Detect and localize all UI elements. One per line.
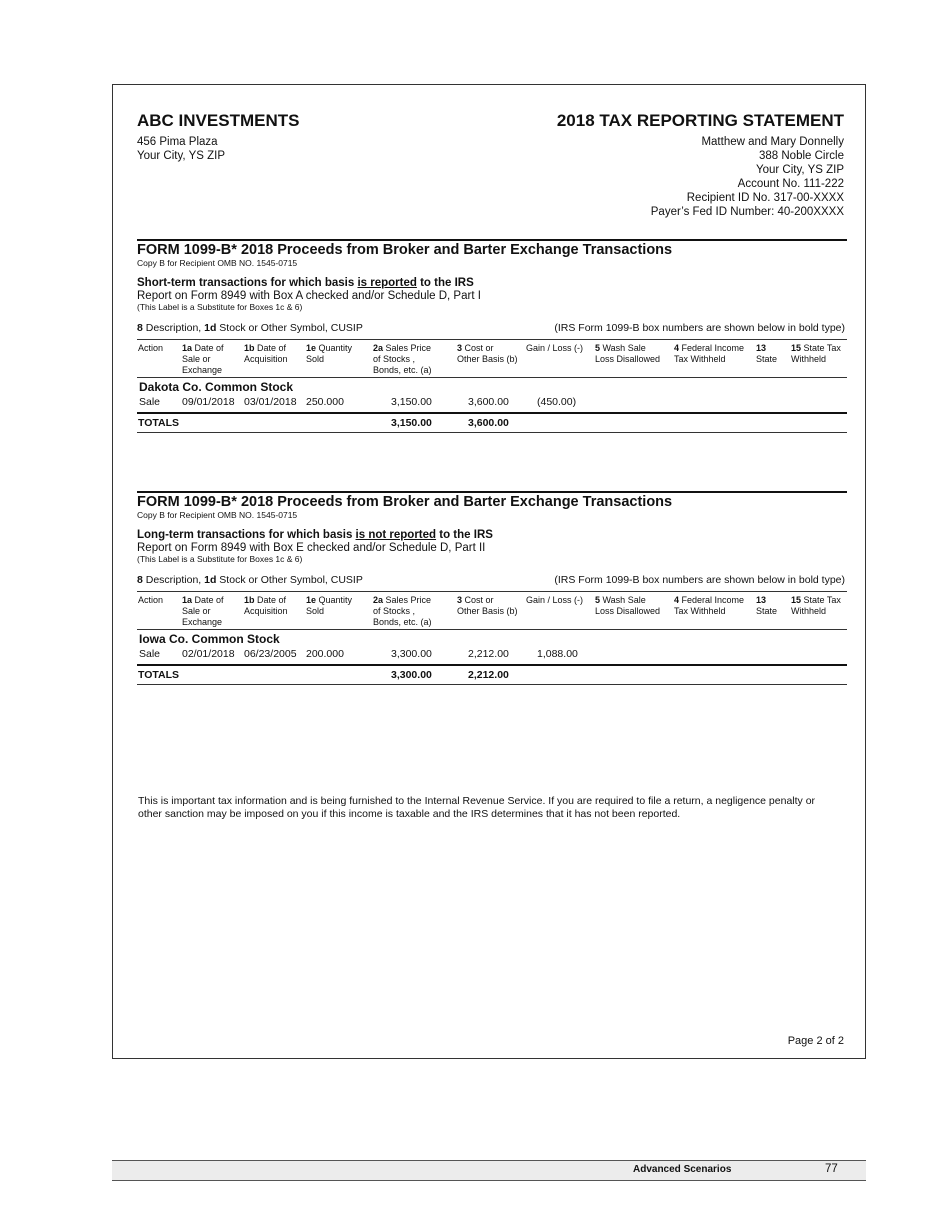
- box-number-note: (IRS Form 1099-B box numbers are shown below in bold type): [554, 322, 845, 334]
- col-acq-date: 1b Date of Acquisition: [244, 343, 288, 364]
- col-wash-sale: 5 Wash Sale Loss Disallowed: [595, 595, 661, 616]
- payer-address-line2: Your City, YS ZIP: [137, 150, 225, 162]
- payer-name: ABC INVESTMENTS: [137, 111, 300, 130]
- totals-proceeds: 3,150.00: [391, 417, 432, 429]
- basis-text: Short-term transactions for which basis: [137, 277, 358, 289]
- col-quantity: 1e Quantity Sold: [306, 343, 353, 364]
- cell-acq-date: 06/23/2005: [244, 648, 297, 660]
- col-action: Action: [138, 343, 164, 353]
- box-number-note: (IRS Form 1099-B box numbers are shown below in bold type): [554, 574, 845, 586]
- form-title: FORM 1099-B* 2018 Proceeds from Broker and Barter Exchange Transactions: [137, 242, 673, 258]
- recipient-id: Recipient ID No. 317-00-XXXX: [686, 192, 844, 204]
- account-number: Account No. 111-222: [737, 178, 844, 190]
- stock-name: Iowa Co. Common Stock: [139, 632, 280, 646]
- col-sale-date: 1a Date of Sale or Exchange: [182, 595, 224, 627]
- totals-proceeds: 3,300.00: [391, 669, 432, 681]
- recipient-street: 388 Noble Circle: [758, 150, 844, 162]
- irs-notice: This is important tax information and is being furnished to the Internal Revenue Service. If you are required to file a return, a negligence penalty or other sanction may be imposed on you if this income is taxable and the IRS determines that it has not been reported.: [138, 795, 816, 820]
- statement-title: 2018 TAX REPORTING STATEMENT: [556, 111, 844, 130]
- col-cost-basis: 3 Cost or Other Basis (b): [457, 595, 518, 616]
- payer-address: [137, 135, 225, 163]
- cell-proceeds: 3,300.00: [391, 648, 432, 660]
- col-gain-loss: Gain / Loss (-): [526, 343, 584, 353]
- cell-action: Sale: [139, 396, 161, 408]
- totals-label: TOTALS: [138, 669, 180, 681]
- page-indicator: Page 2 of 2: [787, 1035, 844, 1047]
- totals-row: [137, 412, 847, 433]
- totals-label: TOTALS: [138, 417, 180, 429]
- cell-acq-date: 03/01/2018: [244, 396, 297, 408]
- cell-cost: 2,212.00: [468, 648, 509, 660]
- cell-quantity: 200.000: [306, 648, 344, 660]
- col-federal-tax: 4 Federal Income Tax Withheld: [674, 595, 745, 616]
- col-wash-sale: 5 Wash Sale Loss Disallowed: [595, 343, 661, 364]
- recipient-city: Your City, YS ZIP: [756, 164, 844, 176]
- payer-address-line1: 456 Pima Plaza: [137, 136, 218, 148]
- footer-chapter-title: Advanced Scenarios: [633, 1164, 732, 1175]
- col-quantity: 1e Quantity Sold: [306, 595, 353, 616]
- short-term-section: [137, 239, 847, 433]
- label-line: (This Label is a Substitute for Boxes 1c & 6): [137, 302, 303, 312]
- basis-text: Long-term transactions for which basis: [137, 529, 356, 541]
- form-title: FORM 1099-B* 2018 Proceeds from Broker and Barter Exchange Transactions: [137, 494, 673, 510]
- col-gain-loss: Gain / Loss (-): [526, 595, 584, 605]
- cell-quantity: 250.000: [306, 396, 344, 408]
- description-label: 8 Description, 1d Stock or Other Symbol, CUSIP: [137, 574, 363, 586]
- col-state: 13 State: [756, 595, 778, 616]
- basis-text-end: to the IRS: [416, 277, 474, 289]
- col-federal-tax: 4 Federal Income Tax Withheld: [674, 343, 745, 364]
- footer-page-number: 77: [825, 1163, 838, 1175]
- table-row: [137, 647, 847, 664]
- col-action: Action: [138, 595, 164, 605]
- stock-name: Dakota Co. Common Stock: [139, 380, 294, 394]
- cell-sale-date: 02/01/2018: [182, 648, 235, 660]
- column-headers: [137, 339, 847, 378]
- cell-proceeds: 3,150.00: [391, 396, 432, 408]
- basis-line: [137, 277, 847, 289]
- label-line: (This Label is a Substitute for Boxes 1c & 6): [137, 554, 303, 564]
- payer-fed-id: Payer’s Fed ID Number: 40-200XXXX: [650, 206, 844, 218]
- table-row: [137, 395, 847, 412]
- basis-emphasis: is not reported: [355, 529, 437, 541]
- basis-text-end: to the IRS: [436, 529, 493, 541]
- totals-row: [137, 664, 847, 685]
- basis-line: [137, 529, 847, 541]
- cell-gain: (450.00): [537, 396, 577, 408]
- book-footer: [112, 1160, 866, 1181]
- col-cost-basis: 3 Cost or Other Basis (b): [457, 343, 518, 364]
- col-sales-price: 2a Sales Price of Stocks , Bonds, etc. (a): [373, 343, 432, 375]
- recipient-name: Matthew and Mary Donnelly: [701, 136, 844, 148]
- col-sale-date: 1a Date of Sale or Exchange: [182, 343, 224, 375]
- totals-cost: 3,600.00: [468, 417, 509, 429]
- section-rule: [137, 491, 847, 493]
- copy-line: Copy B for Recipient OMB NO. 1545-0715: [137, 258, 298, 268]
- tax-statement-page: [112, 84, 866, 1059]
- copy-line: Copy B for Recipient OMB NO. 1545-0715: [137, 510, 298, 520]
- description-row: [137, 322, 847, 336]
- recipient-block: [651, 135, 844, 219]
- col-state-tax: 15 State Tax Withheld: [791, 595, 841, 616]
- long-term-section: [137, 491, 847, 685]
- cell-action: Sale: [139, 648, 161, 660]
- description-row: [137, 574, 847, 588]
- col-acq-date: 1b Date of Acquisition: [244, 595, 288, 616]
- cell-cost: 3,600.00: [468, 396, 509, 408]
- report-line: Report on Form 8949 with Box E checked and/or Schedule D, Part II: [137, 542, 486, 554]
- col-sales-price: 2a Sales Price of Stocks , Bonds, etc. (a): [373, 595, 432, 627]
- basis-emphasis: is reported: [357, 277, 417, 289]
- report-line: Report on Form 8949 with Box A checked and/or Schedule D, Part I: [137, 290, 481, 302]
- column-headers: [137, 591, 847, 630]
- section-rule: [137, 239, 847, 241]
- col-state-tax: 15 State Tax Withheld: [791, 343, 841, 364]
- description-label: 8 Description, 1d Stock or Other Symbol, CUSIP: [137, 322, 363, 334]
- cell-sale-date: 09/01/2018: [182, 396, 235, 408]
- totals-cost: 2,212.00: [468, 669, 509, 681]
- col-state: 13 State: [756, 343, 778, 364]
- cell-gain: 1,088.00: [537, 648, 578, 660]
